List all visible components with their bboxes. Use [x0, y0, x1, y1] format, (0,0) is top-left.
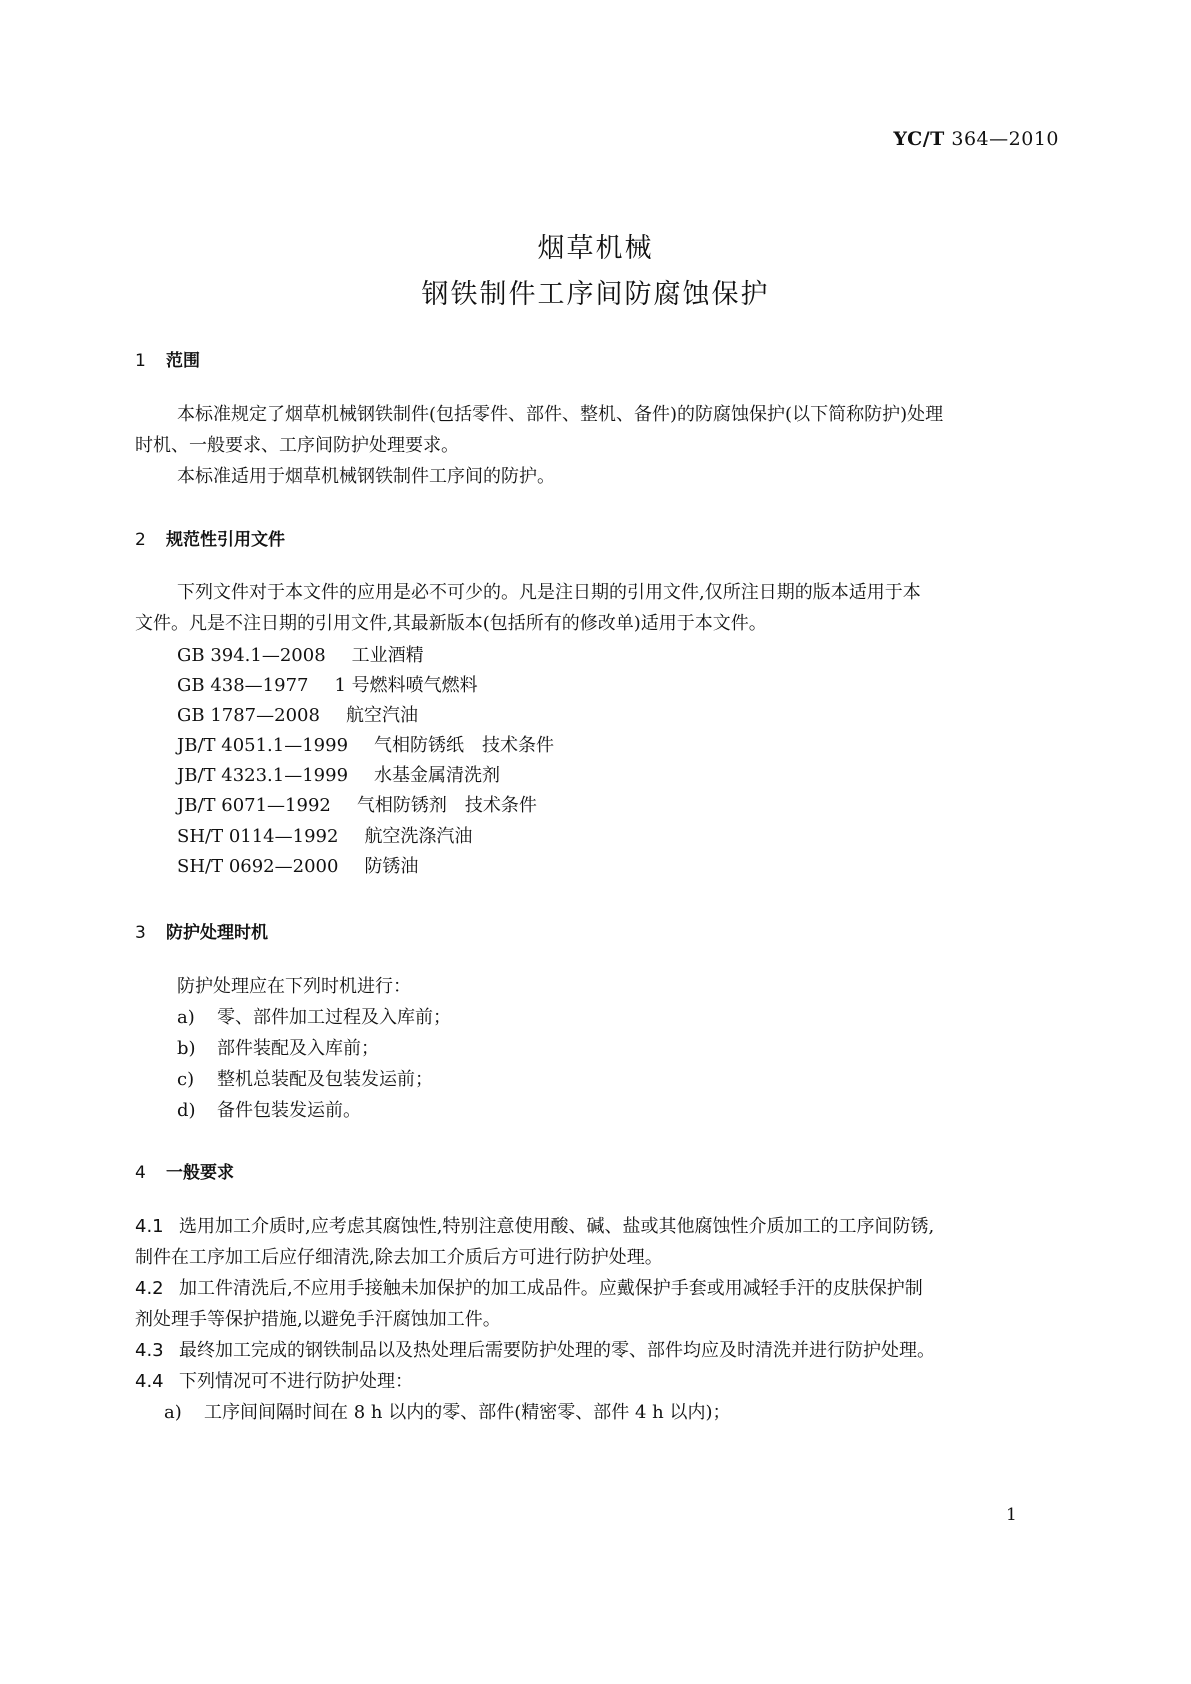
list-item-label: a) — [164, 1402, 182, 1423]
list-item-label: a) — [177, 1007, 195, 1028]
paragraph-line: 制件在工序加工后应仔细清洗,除去加工介质后方可进行防护处理。 — [135, 1247, 663, 1268]
reference-code: JB/T 4051.1—1999 — [177, 735, 349, 756]
section-number: 4 — [135, 1163, 146, 1183]
normative-reference-item — [177, 640, 424, 672]
reference-code: GB 1787—2008 — [177, 705, 320, 726]
paragraph-line: 时机、一般要求、工序间防护处理要求。 — [135, 435, 459, 456]
section-number: 1 — [135, 351, 146, 371]
section-number: 3 — [135, 923, 146, 943]
clause-4-3 — [135, 1335, 935, 1367]
list-item-label: d) — [177, 1100, 196, 1121]
section-4-heading — [135, 1158, 234, 1183]
clause-text: 加工件清洗后,不应用手接触未加保护的加工成品件。应戴保护手套或用减轻手汗的皮肤保护制 — [179, 1278, 923, 1299]
clause-text: 选用加工介质时,应考虑其腐蚀性,特别注意使用酸、碱、盐或其他腐蚀性介质加工的工序间防锈, — [179, 1216, 935, 1237]
clause-number: 4.1 — [135, 1216, 164, 1237]
clause-4-2 — [135, 1273, 923, 1305]
section-title: 规范性引用文件 — [166, 530, 285, 550]
section-3-heading — [135, 918, 268, 943]
paragraph-line: 剂处理手等保护措施,以避免手汗腐蚀加工件。 — [135, 1309, 501, 1330]
reference-name: 航空洗涤汽油 — [364, 826, 473, 847]
reference-code: JB/T 4323.1—1999 — [177, 765, 349, 786]
normative-reference-item — [177, 730, 554, 762]
clause-4-1 — [135, 1211, 934, 1243]
normative-reference-item — [177, 790, 537, 822]
clause-text: 下列情况可不进行防护处理： — [179, 1371, 413, 1392]
reference-code: SH/T 0114—1992 — [177, 826, 339, 847]
section-2-heading — [135, 525, 285, 550]
reference-code: JB/T 6071—1992 — [177, 795, 331, 816]
list-item — [164, 1397, 730, 1429]
list-item — [177, 1095, 361, 1127]
list-item-label: b) — [177, 1038, 196, 1059]
normative-reference-item — [177, 670, 478, 702]
reference-code: GB 394.1—2008 — [177, 645, 326, 666]
list-item-text: 零、部件加工过程及入库前； — [217, 1007, 451, 1028]
document-title-line2: 钢铁制件工序间防腐蚀保护 — [421, 279, 770, 310]
paragraph-line: 本标准适用于烟草机械钢铁制件工序间的防护。 — [177, 466, 555, 487]
reference-code: GB 438—1977 — [177, 675, 309, 696]
list-item-text: 部件装配及入库前； — [217, 1038, 379, 1059]
reference-name: 气相防锈纸 技术条件 — [374, 735, 555, 756]
standard-code-header — [893, 128, 1059, 150]
standard-number: 364—2010 — [951, 128, 1059, 150]
paragraph-line: 文件。凡是不注日期的引用文件,其最新版本(包括所有的修改单)适用于本文件。 — [135, 613, 767, 634]
document-title-line1: 烟草机械 — [537, 233, 654, 264]
list-item-text: 工序间间隔时间在 8 h 以内的零、部件(精密零、部件 4 h 以内)； — [204, 1402, 731, 1423]
reference-name: 航空汽油 — [345, 705, 418, 726]
standard-prefix: YC/T — [893, 128, 945, 150]
reference-name: 工业酒精 — [351, 645, 424, 666]
reference-name: 水基金属清洗剂 — [374, 765, 501, 786]
reference-name: 1 号燃料喷气燃料 — [334, 675, 478, 696]
section-title: 一般要求 — [166, 1163, 234, 1183]
list-item — [177, 1064, 433, 1096]
clause-number: 4.3 — [135, 1340, 164, 1361]
section-number: 2 — [135, 530, 146, 550]
reference-code: SH/T 0692—2000 — [177, 856, 339, 877]
clause-number: 4.2 — [135, 1278, 164, 1299]
list-item-text: 备件包装发运前。 — [217, 1100, 361, 1121]
normative-reference-item — [177, 760, 500, 792]
section-title: 防护处理时机 — [166, 923, 268, 943]
list-item — [177, 1033, 379, 1065]
page-number: 1 — [1006, 1505, 1017, 1525]
paragraph-line: 下列文件对于本文件的应用是必不可少的。凡是注日期的引用文件,仅所注日期的版本适用于本 — [177, 582, 921, 603]
section-1-heading — [135, 346, 200, 371]
section-title: 范围 — [166, 351, 200, 371]
clause-number: 4.4 — [135, 1371, 164, 1392]
clause-4-4 — [135, 1366, 413, 1398]
list-item-label: c) — [177, 1069, 195, 1090]
paragraph-line: 本标准规定了烟草机械钢铁制件(包括零件、部件、整机、备件)的防腐蚀保护(以下简称防护)处理 — [177, 404, 944, 425]
list-item — [177, 1002, 451, 1034]
list-item-text: 整机总装配及包装发运前； — [217, 1069, 433, 1090]
reference-name: 气相防锈剂 技术条件 — [356, 795, 537, 816]
normative-reference-item — [177, 700, 418, 732]
normative-reference-item — [177, 821, 472, 853]
paragraph-line: 防护处理应在下列时机进行： — [177, 976, 411, 997]
normative-reference-item — [177, 851, 418, 883]
reference-name: 防锈油 — [364, 856, 419, 877]
clause-text: 最终加工完成的钢铁制品以及热处理后需要防护处理的零、部件均应及时清洗并进行防护处理。 — [179, 1340, 935, 1361]
